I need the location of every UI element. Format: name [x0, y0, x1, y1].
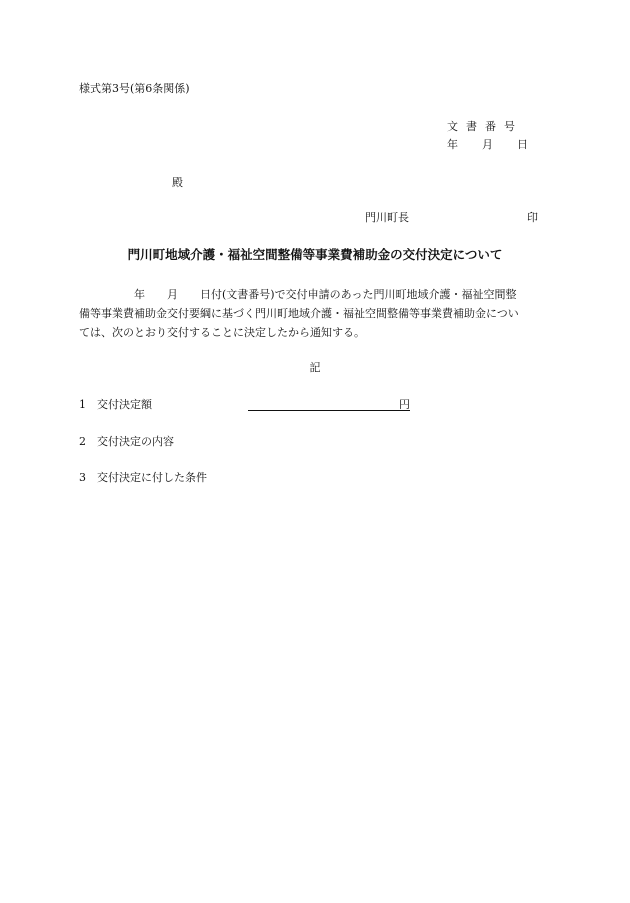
date-year: 年 — [447, 138, 458, 151]
ki-heading: 記 — [309, 361, 321, 374]
date-line — [447, 138, 528, 152]
body-line: ては、次のとおり交付することに決定したから通知する。 — [79, 326, 365, 339]
item-label: 交付決定額 — [97, 398, 152, 411]
body-text — [79, 285, 555, 342]
seal-mark: 印 — [527, 211, 538, 224]
document-title: 門川町地域介護・福祉空間整備等事業費補助金の交付決定について — [127, 247, 503, 262]
body-line: 備等事業費補助金交付要綱に基づく門川町地域介護・福祉空間整備等事業費補助金につい — [79, 307, 519, 320]
item-label: 交付決定に付した条件 — [97, 471, 207, 484]
document-number-label: 文書番号 — [447, 120, 523, 133]
addressee-suffix: 殿 — [172, 176, 183, 189]
item-grant-conditions — [79, 471, 207, 485]
item-label: 交付決定の内容 — [97, 435, 174, 448]
item-number: 1 — [79, 398, 86, 411]
item-grant-content — [79, 435, 174, 449]
date-month: 月 — [482, 138, 493, 151]
amount-blank-line — [248, 410, 410, 411]
item-number: 2 — [79, 435, 86, 448]
yen-unit: 円 — [399, 398, 410, 411]
date-day: 日 — [517, 138, 528, 151]
item-number: 3 — [79, 471, 86, 484]
body-line: 年 月 日付(文書番号)で交付申請のあった門川町地域介護・福祉空間整 — [79, 288, 517, 301]
issuer-name: 門川町長 — [365, 211, 409, 224]
item-grant-amount — [79, 398, 152, 412]
form-number: 様式第3号(第6条関係) — [79, 82, 190, 95]
